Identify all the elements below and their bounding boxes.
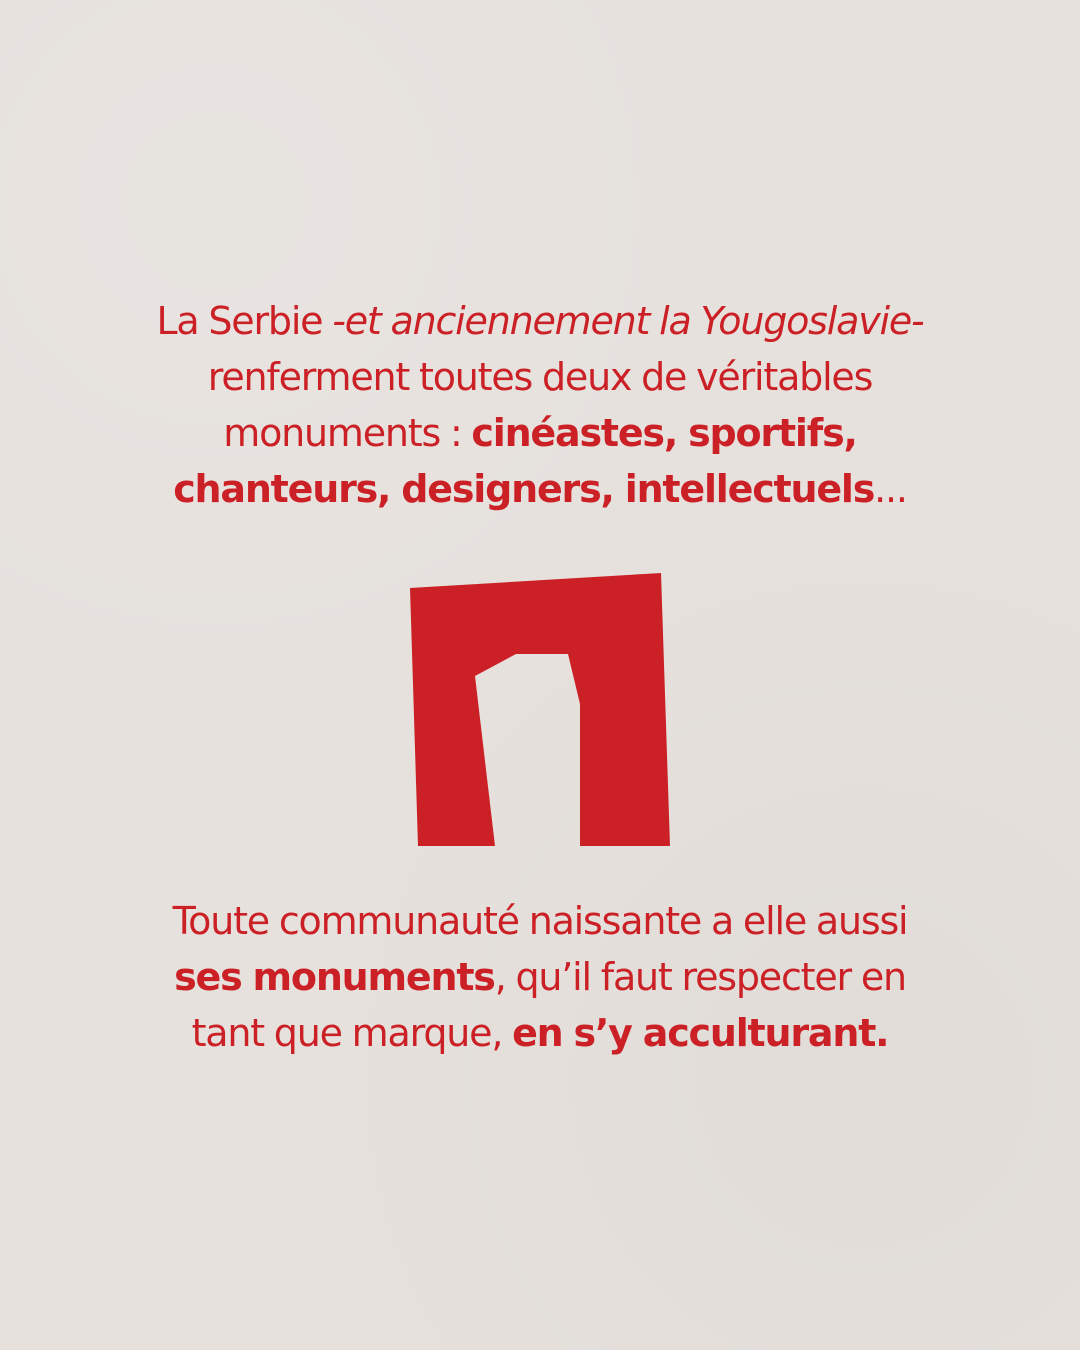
- conclusion-line-1: Toute communauté naissante a elle aussi: [172, 899, 908, 943]
- intro-monuments-label: monuments :: [223, 411, 472, 455]
- conclusion-highlight-2: en s’y acculturant.: [512, 1011, 889, 1055]
- intro-line-1: [90, 293, 990, 349]
- intro-line-4: [90, 461, 990, 517]
- conclusion-highlight-1: ses monuments: [174, 955, 495, 999]
- intro-highlight-1: cinéastes, sportifs,: [471, 411, 857, 455]
- intro-country-text: La Serbie: [156, 299, 333, 343]
- arch-monument-icon: [408, 573, 672, 848]
- intro-italic-aside: -et anciennement la Yougoslavie-: [332, 299, 924, 343]
- conclusion-line-2: [90, 949, 990, 1005]
- intro-line-3: [90, 405, 990, 461]
- intro-paragraph: [90, 293, 990, 517]
- conclusion-line-3: [90, 1005, 990, 1061]
- intro-highlight-2: chanteurs, designers, intellectuels: [173, 467, 875, 511]
- conclusion-paragraph: [90, 893, 990, 1061]
- intro-line-2: renferment toutes deux de véritables: [207, 355, 873, 399]
- conclusion-brand-text: tant que marque,: [191, 1011, 513, 1055]
- conclusion-regular-text: , qu’il faut respecter en: [494, 955, 906, 999]
- intro-ellipsis: ...: [874, 467, 907, 511]
